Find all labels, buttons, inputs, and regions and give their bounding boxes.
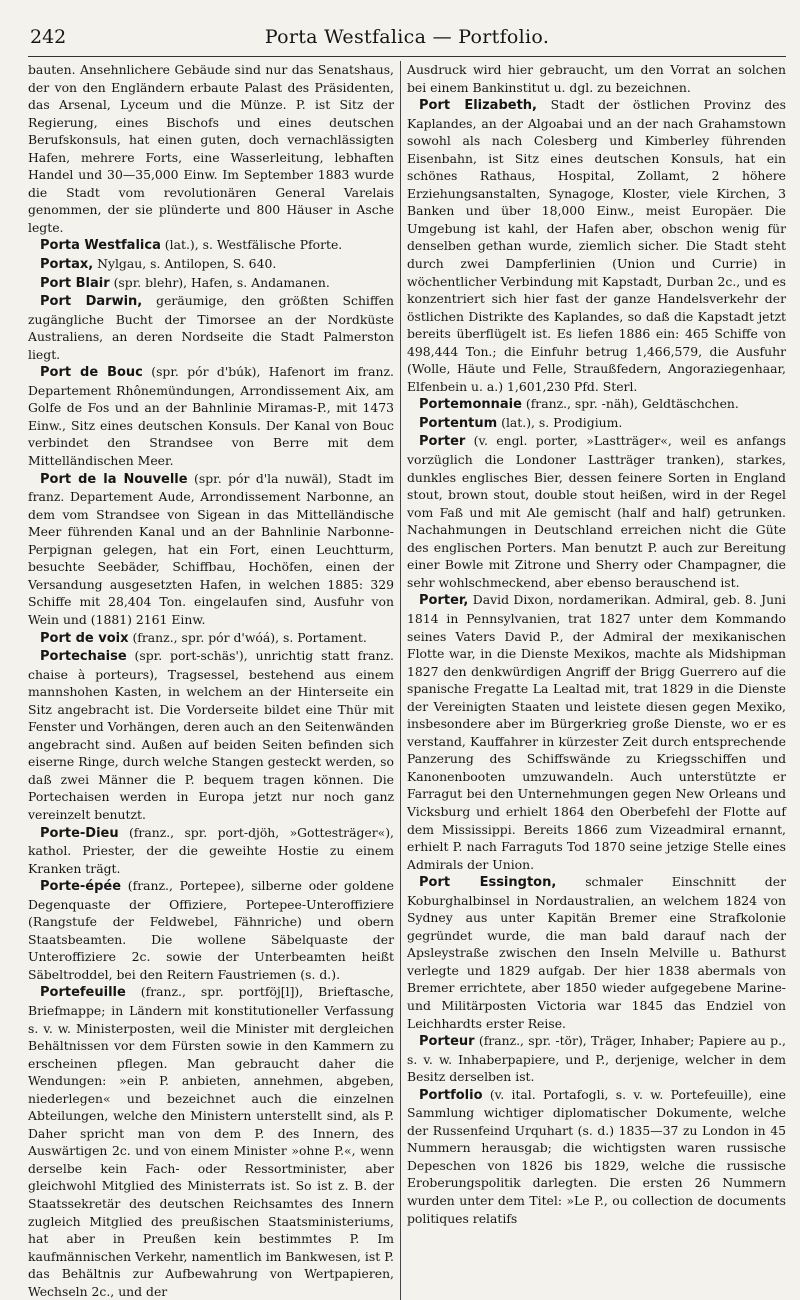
entry-headword: Porta Westfalica xyxy=(40,238,161,254)
page-number: 242 xyxy=(30,26,67,48)
running-title: Porta Westfalica — Portfolio. xyxy=(264,26,550,48)
entry-headword: Port Darwin, xyxy=(40,294,143,310)
entry-text: (franz., spr. port-djöh, »Gottesträger«), kathol. Priester, der die geweihte Hostie zu einem Kranken trägt. xyxy=(28,824,394,876)
dictionary-entry xyxy=(407,873,786,1032)
dictionary-entry xyxy=(28,61,394,236)
dictionary-entry xyxy=(407,1086,786,1227)
dictionary-entry xyxy=(407,591,786,873)
entry-text: schmaler Einschnitt der Koburghalbinsel in Nordaustralien, an welchem 1824 von Sydney aus unter Kapitän Bremer eine Strafkolonie gegründet wurde, die man bald darauf nach der Apsleystraße zwischen den Inseln Melville u. Bathurst verlegte und 1829 aufgab. Der hier 1838 abermals von Bremer errichtete, aber 1850 wieder aufgegebene Marine- und Militärposten Victoria war 1845 das Endziel von Leichhardts erster Reise. xyxy=(407,874,786,1031)
entry-text: (franz., Portepee), silberne oder goldene Degenquaste der Offiziere, Portepee-Unteroffiziere (Rangstufe der Feldwebel, Fähnriche) und obern Staatsbeamten. Die wollene Säbelquaste der Unteroffiziere 2c. sowie der Unterbeamten heißt Säbeltroddel, bei den Reitern Faustriemen (s. d.). xyxy=(28,878,394,982)
dictionary-entry xyxy=(28,629,394,648)
entry-headword: Porter, xyxy=(419,593,469,609)
dictionary-entry xyxy=(28,363,394,469)
dictionary-entry xyxy=(28,824,394,878)
dictionary-entry xyxy=(28,983,394,1300)
entry-text: (lat.), s. Westfälische Pforte. xyxy=(160,237,343,253)
left-column xyxy=(28,61,400,1300)
entry-headword: Portax, xyxy=(40,257,94,273)
dictionary-entry xyxy=(28,236,394,255)
entry-headword: Portemonnaie xyxy=(419,397,522,413)
entry-headword: Porte-épée xyxy=(40,879,122,895)
entry-text: (franz., spr. portföj[l]), Brieftasche, Briefmappe; in Ländern mit konstitutioneller Verfassung s. v. w. Ministerposten, weil die Minister mit dergleichen Behältnissen vor dem Fürsten sowie in den Kammern zu erscheinen pflegen. Man gebraucht daher die Wendungen: »ein P. anbieten, annehmen, abgeben, niederlegen« und bezeichnet auch die einzelnen Abteilungen, welche den Ministern unterstellt sind, als P. Daher spricht man von dem P. des Innern, des Auswärtigen 2c. und von einem Minister »ohne P.«, wenn derselbe kein Fach- oder Ressortminister, aber gleichwohl Mitglied des Ministerrats ist. So ist z. B. der Staatssekretär des deutschen Reichsamtes des Innern zugleich Mitglied des preußischen Staatsministeriums, hat aber in Preußen kein bestimmtes P. Im kaufmännischen Verkehr, namentlich im Bankwesen, ist P. das Behältnis zur Aufbewahrung von Wertpapieren, Wechseln 2c., und der xyxy=(28,984,394,1299)
dictionary-entry xyxy=(28,255,394,274)
entry-text: (spr. port-schäs'), unrichtig statt franz. chaise à porteurs), Tragsessel, bestehend aus einem mannshohen Kasten, in welchem an der Hinterseite ein Sitz angebracht ist. Die Vorderseite bildet eine Thür mit Fenster und Vorhängen, deren auch an den Seitenwänden angebracht sind. Außen auf beiden Seiten befinden sich eiserne Ringe, durch welche Stangen gesteckt werden, so daß zwei Männer die P. bequem tragen können. Die Portechaisen werden in Europa jetzt nur noch ganz vereinzelt benutzt. xyxy=(28,648,394,822)
dictionary-entry xyxy=(407,414,786,433)
entry-text: (lat.), s. Prodigium. xyxy=(497,414,623,430)
right-column xyxy=(400,61,786,1300)
entry-headword: Port de la Nouvelle xyxy=(40,471,188,487)
dictionary-entry xyxy=(407,96,786,395)
entry-text: Ausdruck wird hier gebraucht, um den Vorrat an solchen bei einem Bankinstitut u. dgl. zu bezeichnen. xyxy=(407,62,786,95)
dictionary-entry xyxy=(28,877,394,983)
entry-text: (v. ital. Portafogli, s. v. w. Portefeuille), eine Sammlung wichtiger diplomatischer Dokumente, welche der Russenfeind Urquhart (s. d.) 1835—37 zu London in 45 Nummern herausgab; die wichtigsten waren russische Depeschen von 1826 bis 1829, welche die russische Eroberungspolitik darlegten. Die ersten 26 Nummern wurden unter dem Titel: »Le P., ou collection de documents politiques relatifs xyxy=(407,1086,786,1226)
dictionary-entry xyxy=(28,274,394,293)
entry-headword: Porter xyxy=(419,434,466,450)
dictionary-entry xyxy=(28,647,394,823)
entry-text: (franz., spr. -tör), Träger, Inhaber; Papiere au p., s. v. w. Inhaberpapiere, und P., derjenige, welcher in dem Besitz derselben ist. xyxy=(407,1033,786,1085)
entry-text: David Dixon, nordamerikan. Admiral, geb. 8. Juni 1814 in Pennsylvanien, trat 1827 unter dem Kommando seines Vaters David P., der Admiral der mexikanischen Flotte war, in die Dienste Mexikos, machte als Midshipman 1827 den denkwürdigen Angriff der Brigg Guerrero auf die spanische Fregatte La Lealtad mit, trat 1829 in die Dienste der Vereinigten Staaten und leistete diesen gegen Mexiko, insbesondere aber im Bürgerkrieg große Dienste, wo er es verstand, Kauffahrer in kürzester Zeit durch entsprechende Panzerung des Schiffswände zu Kriegsschiffen und Kanonenbooten umzuwandeln. Auch unterstützte er Farragut bei den Unternehmungen gegen New Orleans und Vicksburg und erhielt 1864 den Oberbefehl der Flotte auf dem Mississippi. Bereits 1866 zum Vizeadmiral ernannt, erhielt P. nach Farraguts Tod 1870 seine jetzige Stelle eines Admirals der Union. xyxy=(407,592,786,872)
dictionary-entry xyxy=(407,61,786,96)
entry-text: (franz., spr. pór d'wóá), s. Portament. xyxy=(128,629,367,645)
dictionary-entry xyxy=(407,1032,786,1086)
dictionary-entry xyxy=(28,292,394,363)
entry-text: geräumige, den größten Schiffen zugängliche Bucht der Timorsee an der Nordküste Australiens, an deren Nordseite die Stadt Palmerston liegt. xyxy=(28,293,394,362)
dictionary-entry xyxy=(407,395,786,414)
entry-headword: Port Elizabeth, xyxy=(419,98,537,114)
dictionary-entry xyxy=(407,432,786,591)
text-columns xyxy=(28,61,786,1300)
entry-text: (franz., spr. -näh), Geldtäschchen. xyxy=(521,396,739,412)
entry-text: Nylgau, s. Antilopen, S. 640. xyxy=(93,256,277,272)
entry-text: (spr. pór d'búk), Hafenort im franz. Departement Rhônemündungen, Arrondissement Aix, am Golfe de Fos und an der Bahnlinie Miramas-P., mit 1473 Einw., Sitz eines deutschen Konsuls. Der Kanal von Bouc verbindet den Strandsee von Berre mit dem Mittelländischen Meer. xyxy=(28,364,394,469)
page-header xyxy=(28,26,786,57)
entry-headword: Porte-Dieu xyxy=(40,825,119,841)
entry-headword: Port Essington, xyxy=(419,875,557,891)
entry-headword: Port de voix xyxy=(40,630,129,646)
entry-headword: Portentum xyxy=(419,415,498,431)
entry-text: Stadt der östlichen Provinz des Kaplandes, an der Algoabai und an der nach Grahamstown sowohl als nach Colesberg und Kimberley führenden Eisenbahn, ist Sitz eines deutschen Konsuls, hat ein schönes Rathaus, Hospital, Zollamt, 2 höhere Erziehungsanstalten, Synagoge, Kloster, viele Kirchen, 3 Banken und über 18,000 Einw., meist Europäer. Die Umgebung ist kahl, der Hafen aber, obschon wenig für denselben gethan wurde, ziemlich sicher. Die Stadt steht durch zwei Dampferlinien (Union und Currie) in wöchentlicher Verbindung mit Kapstadt, Durban 2c., und es konzentriert sich hier fast der ganze Handelsverkehr der östlichen Distrikte des Kaplandes, so daß die Kapstadt jetzt bereits überflügelt ist. Es liefen 1886 ein: 465 Schiffe von 498,444 Ton.; die Einfuhr betrug 1,466,579, die Ausfuhr (Wolle, Häute und Felle, Straußfedern, Angoraziegenhaar, Elfenbein u. a.) 1,601,230 Pfd. Sterl. xyxy=(407,97,786,394)
entry-headword: Portefeuille xyxy=(40,985,126,1001)
entry-headword: Portfolio xyxy=(419,1087,483,1103)
entry-text: bauten. Ansehnlichere Gebäude sind nur das Senatshaus, der von den Engländern erbaute Palast des Präsidenten, das Arsenal, Lyceum und die Münze. P. ist Sitz der Regierung, eines Bischofs und eines deutschen Berufskonsuls, hat einen guten, doch vernachlässigten Hafen, mehrere Forts, eine Wasserleitung, lebhaften Handel und 30—35,000 Einw. Im September 1883 wurde die Stadt vom revolutionären General Varelais genommen, der sie plünderte und 800 Häuser in Asche legte. xyxy=(28,62,394,235)
entry-text: (v. engl. porter, »Lastträger«, weil es anfangs vorzüglich die Londoner Lastträger tranken), starkes, dunkles englisches Bier, dessen feinere Sorten in England stout, brown stout, double stout heißen, wird in der Regel vom Faß und mit Ale gemischt (half and half) getrunken. Nachahmungen in Deutschland erreichen nicht die Güte des englischen Porters. Man benutzt P. auch zur Bereitung einer Bowle mit Zitrone und Sherry oder Champagner, die sehr wohlschmeckend, aber ebenso berauschend ist. xyxy=(407,433,786,590)
dictionary-entry xyxy=(28,470,394,629)
entry-text: (spr. blehr), Hafen, s. Andamanen. xyxy=(109,274,330,290)
entry-text: (spr. pór d'la nuwäl), Stadt im franz. Departement Aude, Arrondissement Narbonne, an dem vom Strandsee von Sigean in das Mittelländische Meer führenden Kanal und an der Bahnlinie Narbonne-Perpignan gelegen, hat ein Fort, einen Leuchtturm, besuchte Seebäder, Schiffbau, Hochöfen, einen der Versandung ausgesetzten Hafen, in welchen 1885: 329 Schiffe mit 28,404 Ton. eingelaufen sind, Ausfuhr von Wein und (1881) 2161 Einw. xyxy=(28,470,394,627)
entry-headword: Porteur xyxy=(419,1034,475,1050)
entry-headword: Port Blair xyxy=(40,275,110,291)
entry-headword: Port de Bouc xyxy=(40,365,143,381)
entry-headword: Portechaise xyxy=(40,649,127,665)
